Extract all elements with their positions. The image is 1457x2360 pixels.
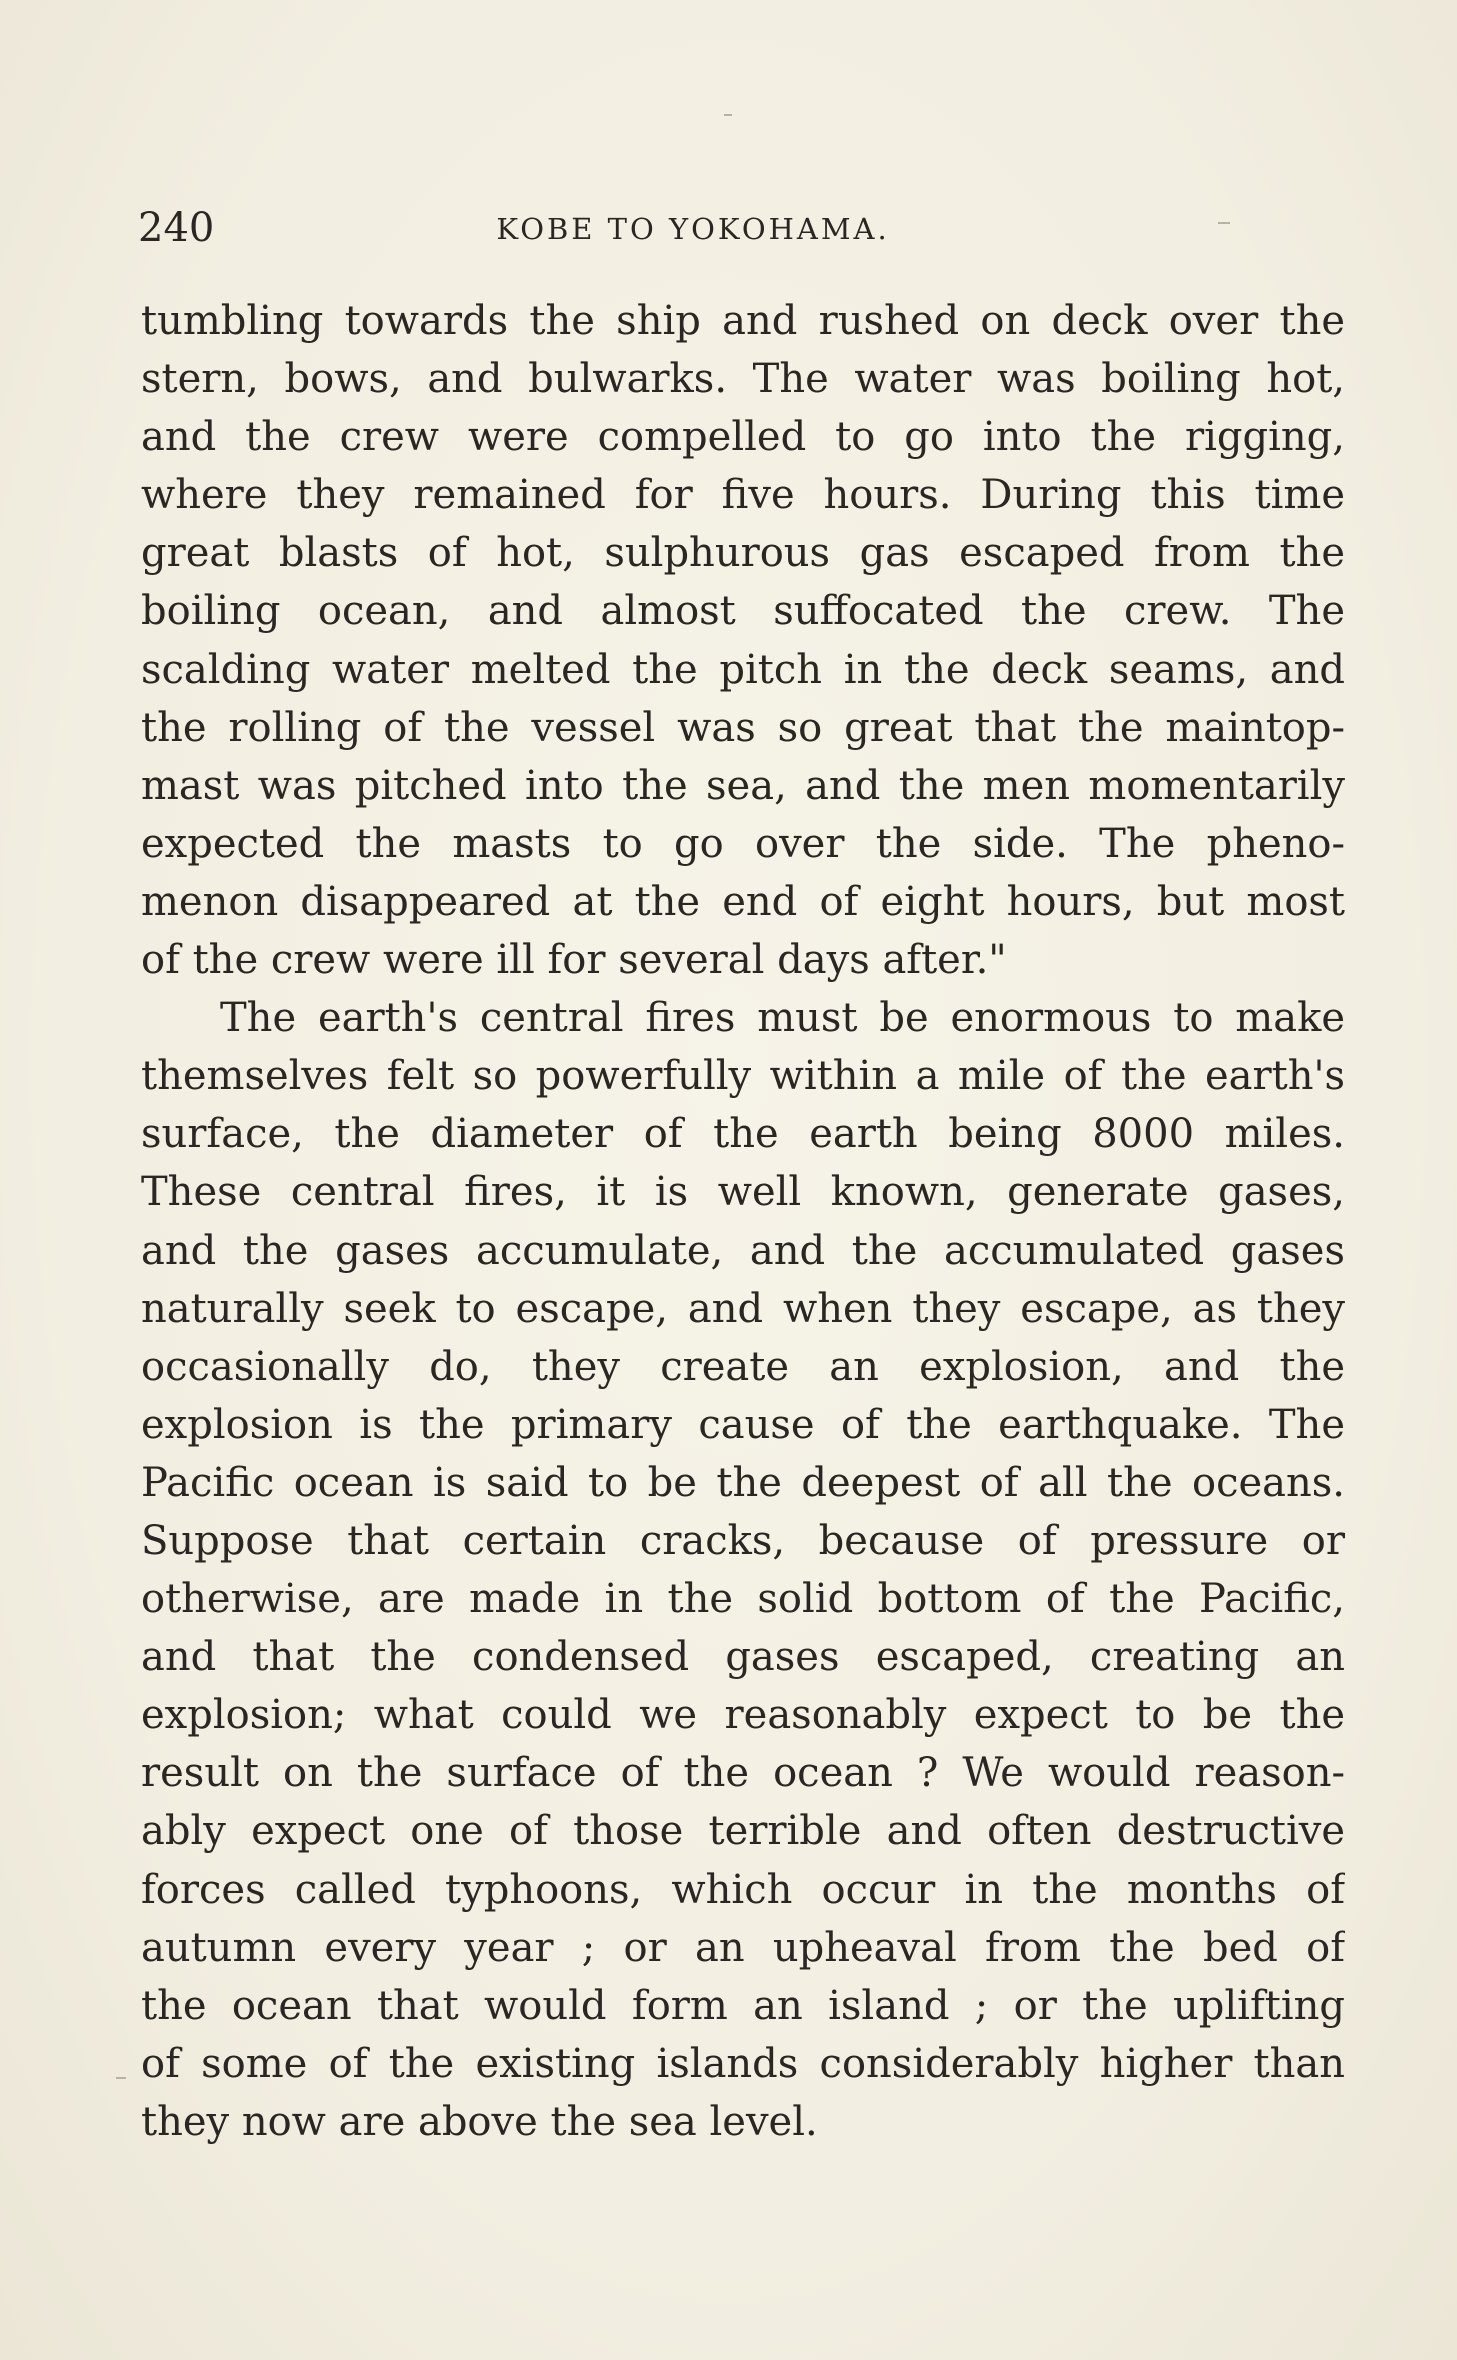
text-line: boiling ocean, and almost suffocated the crew. The bbox=[141, 588, 1345, 635]
text-line: otherwise, are made in the solid bottom of the Pacific, bbox=[141, 1576, 1345, 1623]
text-line: These central fires, it is well known, generate gases, bbox=[141, 1169, 1345, 1216]
page-header bbox=[138, 198, 1348, 258]
text-line: occasionally do, they create an explosion, and the bbox=[141, 1343, 1345, 1390]
text-line: the ocean that would form an island ; or the uplifting bbox=[141, 1982, 1345, 2029]
text-line: of the crew were ill for several days after." bbox=[141, 937, 1007, 984]
text-line: Pacific ocean is said to be the deepest of all the oceans. bbox=[141, 1459, 1345, 1506]
text-line: result on the surface of the ocean ? We would reason- bbox=[141, 1750, 1345, 1797]
text-line: the rolling of the vessel was so great that the maintop- bbox=[141, 704, 1345, 751]
text-line: great blasts of hot, sulphurous gas escaped from the bbox=[141, 530, 1345, 577]
text-line: mast was pitched into the sea, and the men momentarily bbox=[141, 762, 1345, 809]
body-text bbox=[141, 292, 1345, 2151]
text-line: explosion is the primary cause of the earthquake. The bbox=[141, 1401, 1345, 1448]
text-line: and that the condensed gases escaped, creating an bbox=[141, 1634, 1345, 1681]
text-line: menon disappeared at the end of eight hours, but most bbox=[141, 878, 1345, 925]
print-speck bbox=[116, 2077, 126, 2079]
print-speck bbox=[724, 114, 732, 116]
text-line: explosion; what could we reasonably expect to be the bbox=[141, 1692, 1345, 1739]
text-line: scalding water melted the pitch in the deck seams, and bbox=[141, 646, 1345, 693]
text-line: autumn every year ; or an upheaval from the bed of bbox=[141, 1924, 1345, 1971]
running-head: KOBE TO YOKOHAMA. bbox=[496, 212, 890, 246]
text-line: expected the masts to go over the side. The pheno- bbox=[141, 820, 1345, 867]
text-line: tumbling towards the ship and rushed on deck over the bbox=[141, 298, 1345, 344]
text-line: and the crew were compelled to go into the rigging, bbox=[141, 414, 1345, 461]
paragraph-first-line: The earth's central fires must be enormous to make bbox=[220, 995, 1345, 1042]
text-line: forces called typhoons, which occur in the months of bbox=[141, 1866, 1345, 1913]
page-number: 240 bbox=[138, 205, 215, 251]
text-line: and the gases accumulate, and the accumulated gases bbox=[141, 1227, 1345, 1274]
text-line: where they remained for five hours. During this time bbox=[141, 472, 1345, 519]
text-line: of some of the existing islands considerably higher than bbox=[141, 2040, 1345, 2087]
text-line: themselves felt so powerfully within a mile of the earth's bbox=[141, 1053, 1345, 1100]
text-line: ably expect one of those terrible and often destructive bbox=[141, 1808, 1345, 1855]
text-line: surface, the diameter of the earth being 8000 miles. bbox=[141, 1111, 1345, 1158]
text-line: stern, bows, and bulwarks. The water was boiling hot, bbox=[141, 356, 1345, 403]
text-line: they now are above the sea level. bbox=[141, 2098, 818, 2145]
text-line: Suppose that certain cracks, because of pressure or bbox=[141, 1517, 1345, 1564]
text-line: naturally seek to escape, and when they escape, as they bbox=[141, 1285, 1345, 1332]
